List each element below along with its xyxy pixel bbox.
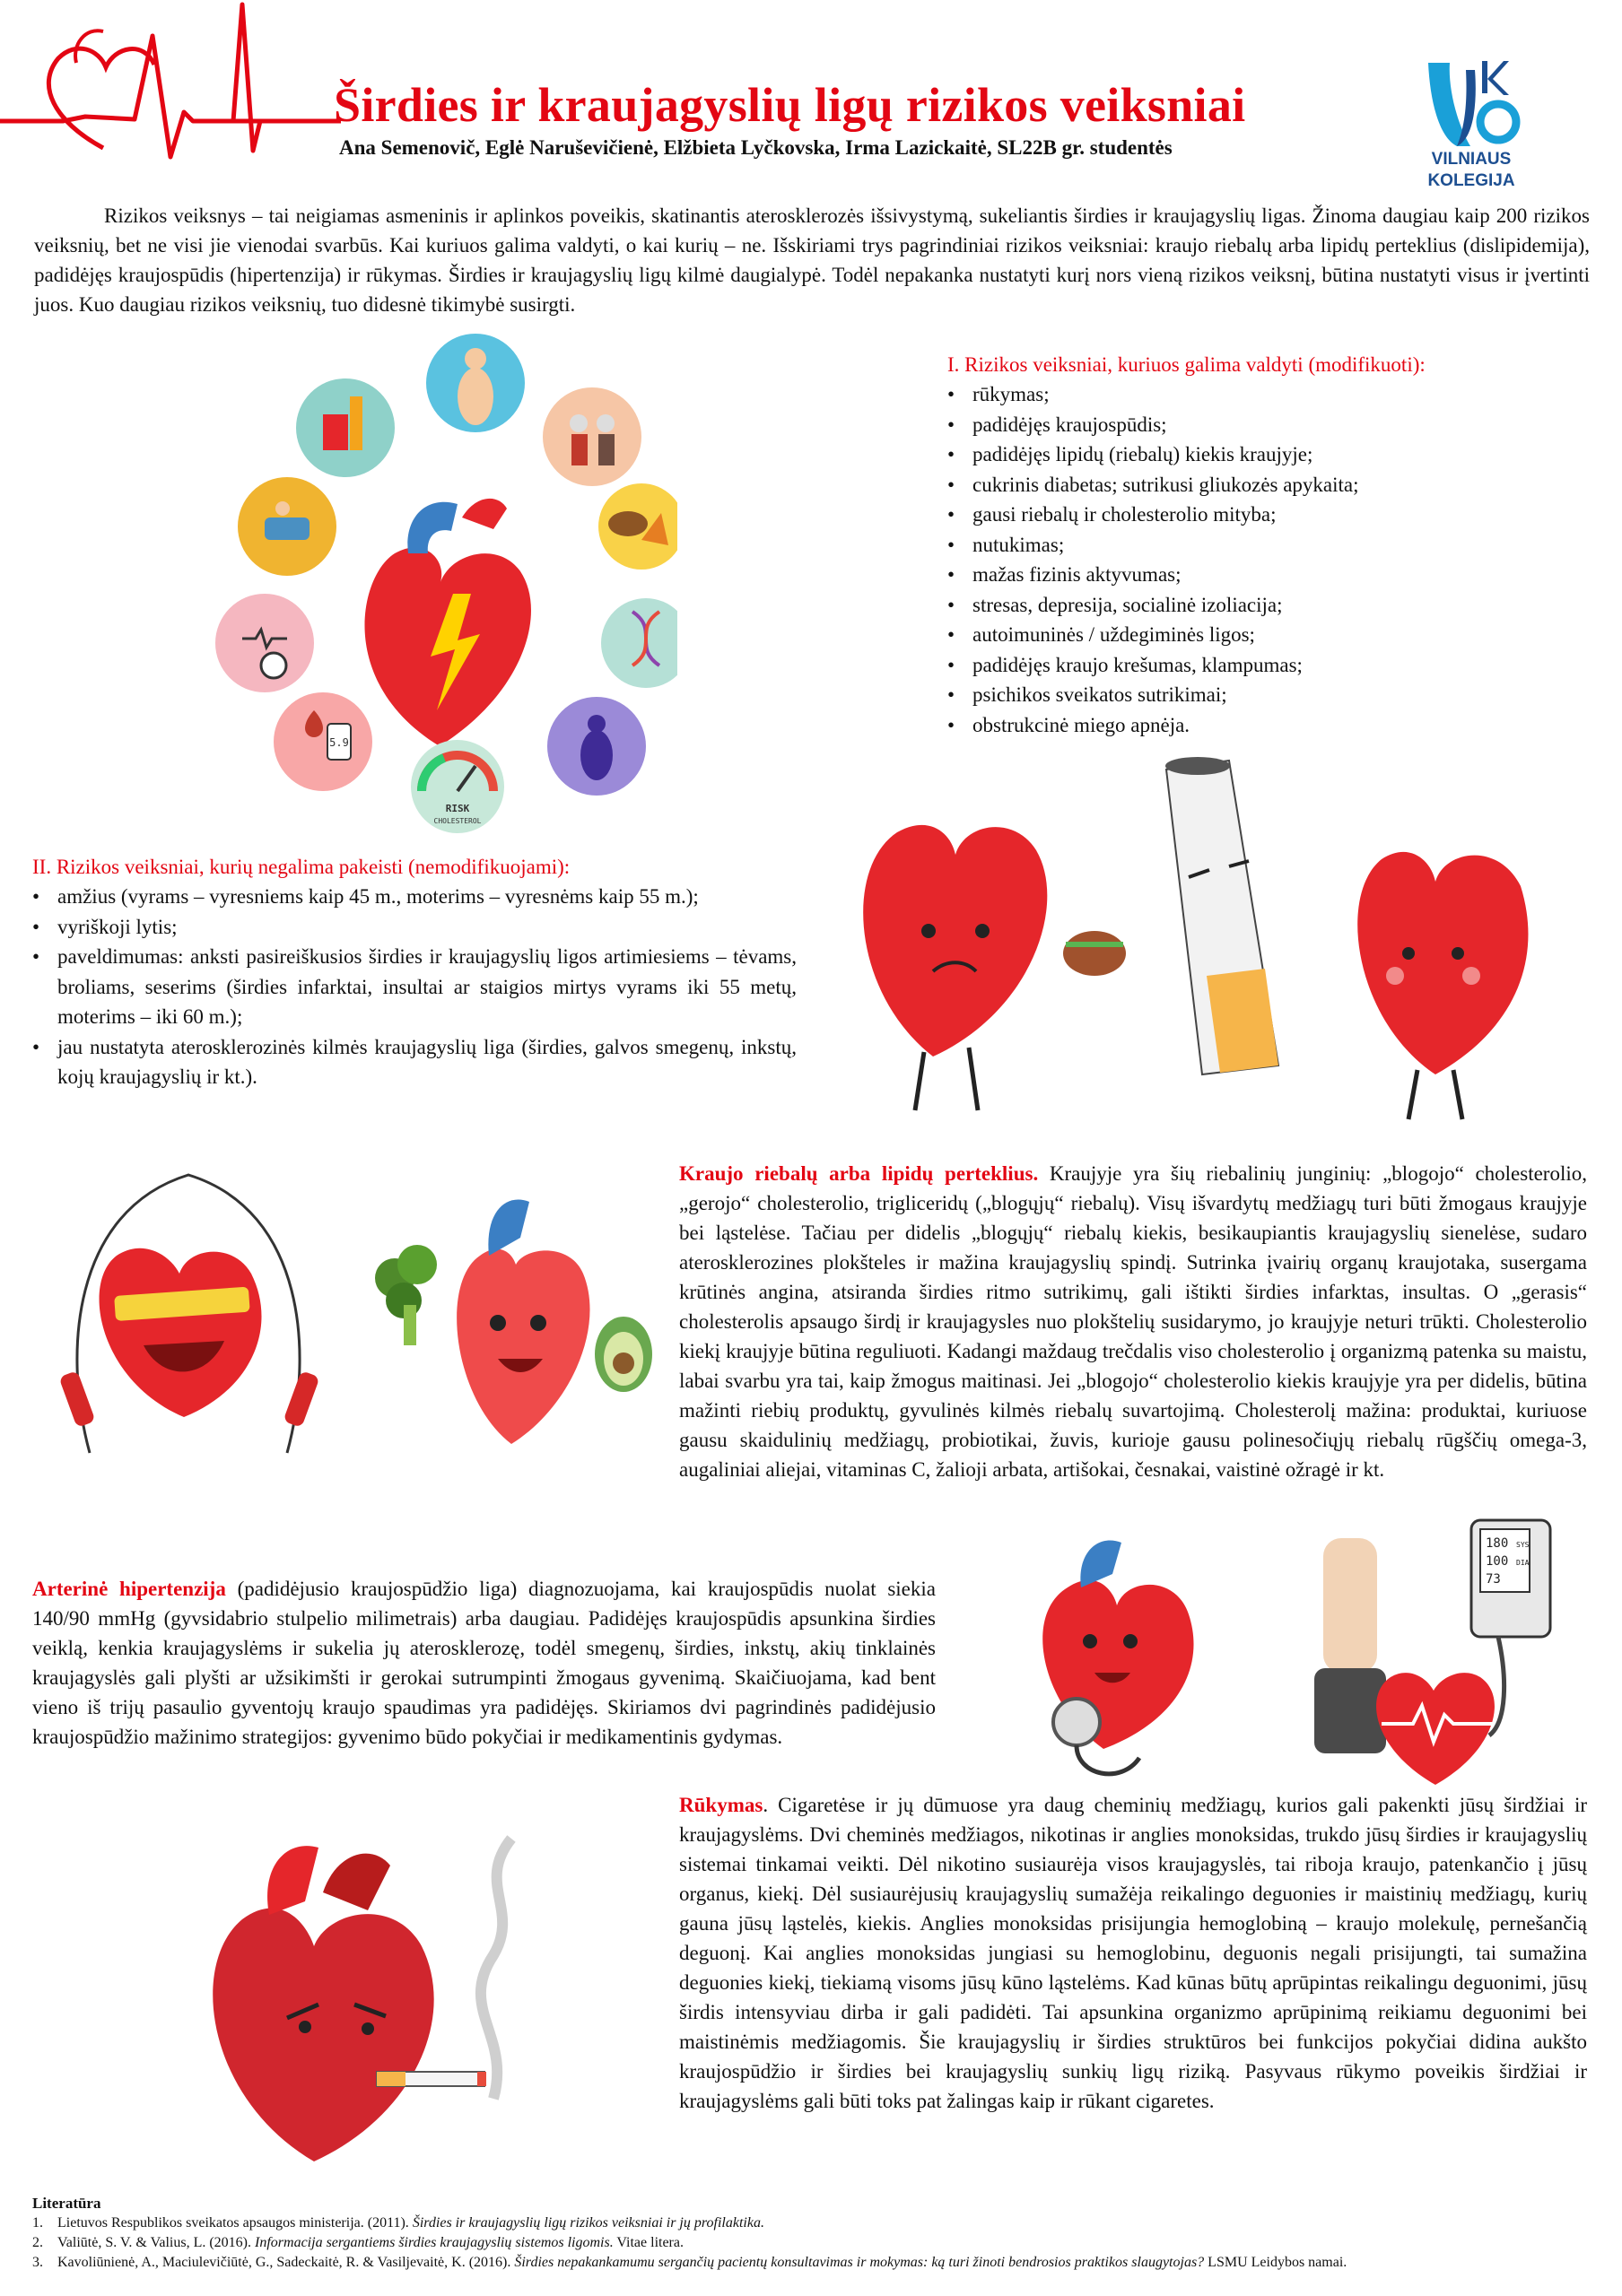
- blood-pressure-illustration: [1005, 1516, 1561, 1803]
- list-item: • padidėjęs kraujo krešumas, klampumas;: [947, 650, 1593, 681]
- literature-title-italic: Širdies nepakankamumu sergančių pacientų konsultavimas ir mokymas: ką turi žinoti bendrosios praktikos slaugytojas?: [514, 2255, 1205, 2270]
- nonmodifiable-factors-section: [32, 852, 797, 1092]
- modifiable-factors-list: [947, 379, 1593, 740]
- smoking-text: . Cigaretėse ir jų dūmuose yra daug cheminių medžiagų, kurios gali pakenkti jūsų širdžiai ir kraujagyslėms. Dvi cheminės medžiagos, nikotinas ir anglies monoksidas, trukdo jūsų širdies ir kraujagyslių sistemai tinkamai veikti. Dėl nikotino susiaurėja visos kraujagyslės, tai riboja kraujo, patenkančio į jūsų organus, kiekį. Dėl susiaurėjusių kraujagyslių sumažėja reikalingo deguonies ir maistinių medžiagų, kurių gauna jūsų ląstelės, kiekis. Anglies monoksidas prisijungia hemoglobiną – kraujo molekulę, pernešančią deguonį. Kai anglies monoksidas jungiasi su hemoglobinu, deguonis negali prisijungti, tai sumažina deguonies kiekį, tiekiamą visoms jūsų kūno ląstelėms. Kad kūnas būtų aprūpintas reikalingu deguonimi, jūsų širdis intensyviau dirba ir gali padidėti. Tai apsunkina organizmo aprūpinimą reikiamu deguonimi bei maistinėmis medžiagomis. Šie kraujagyslių ir širdies struktūros bei funkcijos pokyčiai didina aukšto kraujospūdžio ir širdies bei kraujagyslių sunkių ligų riziką. Pasyvaus rūkymo poveikis širdžiai ir kraujagyslėms gali būti toks pat žalingas kaip ir rūkant cigaretes.: [679, 1794, 1587, 2112]
- page-title: Širdies ir kraujagyslių ligų rizikos veiksniai: [334, 78, 1246, 132]
- list-item: • cukrinis diabetas; sutrikusi gliukozės apykaita;: [947, 470, 1593, 500]
- literature-author: Valiūtė, S. V. & Valius, L. (2016).: [57, 2235, 256, 2250]
- cigarette-character-icon: [1063, 757, 1278, 1074]
- diabetes-icon: [274, 692, 372, 791]
- cholesterol-gauge-icon: [411, 740, 504, 833]
- smoking-lead: Rūkymas: [679, 1794, 763, 1816]
- list-item: • paveldimumas: anksti pasireiškusios širdies ir kraujagyslių ligos artimiesiems – tėvams, broliams, seserims (širdies infarktai, insultai ar staigios mirtys vyrams iki 55 metų, moterims – iki 60 m.);: [32, 942, 797, 1032]
- pregnancy-icon: [547, 697, 646, 796]
- list-item: • padidėjęs kraujospūdis;: [947, 410, 1593, 440]
- obesity-icon: [426, 334, 525, 432]
- blood-pressure-icon: [215, 594, 314, 692]
- hypertension-lead: Arterinė hipertenzija: [32, 1578, 226, 1600]
- hypertension-paragraph: [32, 1574, 936, 1752]
- lipids-text: Kraujyje yra šių riebalinių junginių: „blogojo“ cholesterolio, „gerojo“ cholesterolio, trigliceridų („blogųjų“ riebalų). Visų išvardytų medžiagų turi būti žmogaus kraujyje bei ląstelėse. Tačiau per didelis „blogųjų“ riebalų kiekis, besikaupiantis kraujagyslių sienelėse, sudaro aterosklerozines plokšteles ir mažina kraujagyslių spindį. Sutrinka įvairių organų kraujotaka, susergama krūtinės angina, atsiranda širdies ritmo sutrikimų, gali ištikti širdies infarktas, insultas. O „gerasis“ cholesterolis apsaugo širdį ir kraujagysles nuo plokštelių susidarymo, jo kraujyje neturi trūkti. Cholesterolio kiekį kraujyje būtina reguliuoti. Kadangi maždaug trečdalis viso cholesterolio į organizmą patenka su maistu, labai svarbu yra tai, kaip žmogus maitinasi. Jei „blogojo“ cholesterolio kiekis kraujyje yra per didelis, būtina mažinti riebių produktų, gyvulinės kilmės riebalų suvartojimą. Cholesterolį mažina: produktai, kuriuose gausu skaidulinių medžiagų, probiotikai, žuvis, kurioje gausu polinesočiųjų riebalų rūgščių omega-3, augaliniai aliejai, vitaminas C, žalioji arbata, artišokai, česnakai, vaistinė ožragė ir kt.: [679, 1162, 1588, 1481]
- literature-item: [32, 2253, 1593, 2273]
- literature-title: Literatūra: [32, 2195, 101, 2212]
- list-item: • obstrukcinė miego apnėja.: [947, 710, 1593, 741]
- literature-item: [32, 2213, 1593, 2233]
- sad-heart-cigarette-illustration: [834, 752, 1543, 1128]
- smoking-paragraph: [679, 1790, 1587, 2116]
- literature-rest: LSMU Leidybos namai.: [1204, 2255, 1347, 2270]
- unhealthy-food-icon: [598, 483, 677, 570]
- risk-factors-infographic: [202, 325, 677, 836]
- list-item: • vyriškoji lytis;: [32, 912, 797, 943]
- gauge-label: RISK: [445, 803, 470, 814]
- list-item: • padidėjęs lipidų (riebalų) kiekis kraujyje;: [947, 439, 1593, 470]
- literature-num: 1.: [32, 2215, 43, 2231]
- literature-list: [32, 2213, 1593, 2273]
- literature-section: [32, 2194, 1593, 2273]
- modifiable-factors-section: [947, 350, 1593, 740]
- central-heart-icon: [364, 499, 530, 746]
- header-heartbeat-logo: [0, 0, 341, 188]
- alcohol-junkfood-icon: [296, 378, 395, 477]
- exercise-heart-illustration: [36, 1157, 341, 1480]
- happy-heart-icon: [1357, 852, 1528, 1119]
- literature-title-italic: Širdies ir kraujagyslių ligų rizikos veiksniai ir jų profilaktika.: [412, 2215, 764, 2231]
- list-item: • rūkymas;: [947, 379, 1593, 410]
- healthy-food-heart-illustration: [363, 1175, 668, 1480]
- modifiable-factors-title: I. Rizikos veiksniai, kuriuos galima valdyti (modifikuoti):: [947, 353, 1426, 376]
- lipids-paragraph: [679, 1159, 1587, 1484]
- list-item: • nutukimas;: [947, 530, 1593, 561]
- vilniaus-kolegija-logo-icon: [1421, 52, 1522, 151]
- literature-num: 2.: [32, 2235, 43, 2250]
- list-item: • mažas fizinis aktyvumas;: [947, 560, 1593, 590]
- logo-line-2: KOLEGIJA: [1427, 171, 1515, 190]
- nonmodifiable-factors-list: [32, 882, 797, 1092]
- list-item: • autoimuninės / uždegiminės ligos;: [947, 620, 1593, 650]
- sedentary-icon: [238, 477, 336, 576]
- bp-monitor-pulse: 73: [1486, 1572, 1501, 1587]
- genetics-icon: [601, 598, 677, 688]
- list-item: • psichikos sveikatos sutrikimai;: [947, 680, 1593, 710]
- nonmodifiable-factors-title: II. Rizikos veiksniai, kurių negalima pakeisti (nemodifikuojami):: [32, 856, 571, 878]
- literature-rest: Vitae litera.: [613, 2235, 684, 2250]
- intro-paragraph: Rizikos veiksnys – tai neigiamas asmeninis ir aplinkos poveikis, skatinantis aterosklerozės išsivystymą, sukeliantis širdies ir kraujagyslių ligas. Žinoma daugiau kaip 200 rizikos veiksnių, bet ne visi jie vienodai svarbūs. Kai kuriuos galima valdyti, o kai kurių – ne. Išskiriami trys pagrindiniai rizikos veiksniai: kraujo riebalų arba lipidų perteklius (dislipidemija), padidėjęs kraujospūdis (hipertenzija) ir rūkymas. Širdies ir kraujagyslių ligų kilmė daugialypė. Todėl nepakanka nustatyti kurį nors vieną rizikos veiksnį, būtina nustatyti visus ir įvertinti juos. Kuo daugiau rizikos veiksnių, tuo didesnė tikimybė susirgti.: [34, 204, 1590, 316]
- literature-author: Kavoliūnienė, A., Maciulevičiūtė, G., Sadeckaitė, R. & Vasiljevaitė, K. (2016).: [57, 2255, 515, 2270]
- literature-num: 3.: [32, 2255, 43, 2270]
- sad-heart-icon: [863, 825, 1047, 1110]
- bp-monitor-sys: 180: [1486, 1536, 1509, 1551]
- bp-monitor-dia-unit: DIA: [1516, 1559, 1530, 1567]
- authors-line: Ana Semenovič, Eglė Naruševičienė, Elžbieta Lyčkovska, Irma Lazickaitė, SL22B gr. studentės: [339, 136, 1173, 159]
- hypertension-text: (padidėjusio kraujospūdžio liga) diagnozuojama, kai kraujospūdis nuolat siekia 140/90 mmHg (gyvsidabrio stulpelio milimetrais) arba daugiau. Padidėjęs kraujospūdis apsunkina širdies veiklą, kenkia kraujagyslėms ir sukelia jų aterosklerozę, todėl smegenų, širdies, inkstų, akių tinklainės kraujagyslės gali plyšti ar užsikimšti ir gerokai sutrumpinti žmogaus gyvenimą. Skaičiuojama, kad bent vieno iš trijų pasaulio gyventojų kraujo spaudimas yra padidėjęs. Skiriamos dvi pagrindinės padidėjusio kraujospūdžio mažinimo strategijos: gyvenimo būdo pokyčiai ir medikamentinis gydymas.: [32, 1578, 936, 1748]
- bp-monitor-sys-unit: SYS: [1516, 1541, 1530, 1549]
- logo-wordmark: [1417, 149, 1525, 192]
- glucometer-value: 5.9: [329, 736, 349, 749]
- list-item: • stresas, depresija, socialinė izoliacija;: [947, 590, 1593, 621]
- literature-title-italic: Informacija sergantiems širdies kraujagyslių sistemos ligomis.: [255, 2235, 614, 2250]
- logo-line-1: VILNIAUS: [1431, 150, 1512, 169]
- bp-monitor-dia: 100: [1486, 1554, 1509, 1569]
- elderly-icon: [543, 387, 641, 486]
- list-item: • amžius (vyrams – vyresniems kaip 45 m., moterims – vyresnėms kaip 55 m.);: [32, 882, 797, 912]
- literature-author: Lietuvos Respublikos sveikatos apsaugos ministerija. (2011).: [57, 2215, 413, 2231]
- list-item: • gausi riebalų ir cholesterolio mityba;: [947, 500, 1593, 530]
- list-item: • jau nustatyta aterosklerozinės kilmės kraujagyslių liga (širdies, galvos smegenų, inkstų, kojų kraujagyslių ir kt.).: [32, 1032, 797, 1092]
- gauge-sublabel: CHOLESTEROL: [433, 817, 482, 825]
- smoking-heart-illustration: [170, 1803, 556, 2179]
- lipids-lead: Kraujo riebalų arba lipidų perteklius.: [679, 1162, 1039, 1185]
- literature-item: [32, 2233, 1593, 2253]
